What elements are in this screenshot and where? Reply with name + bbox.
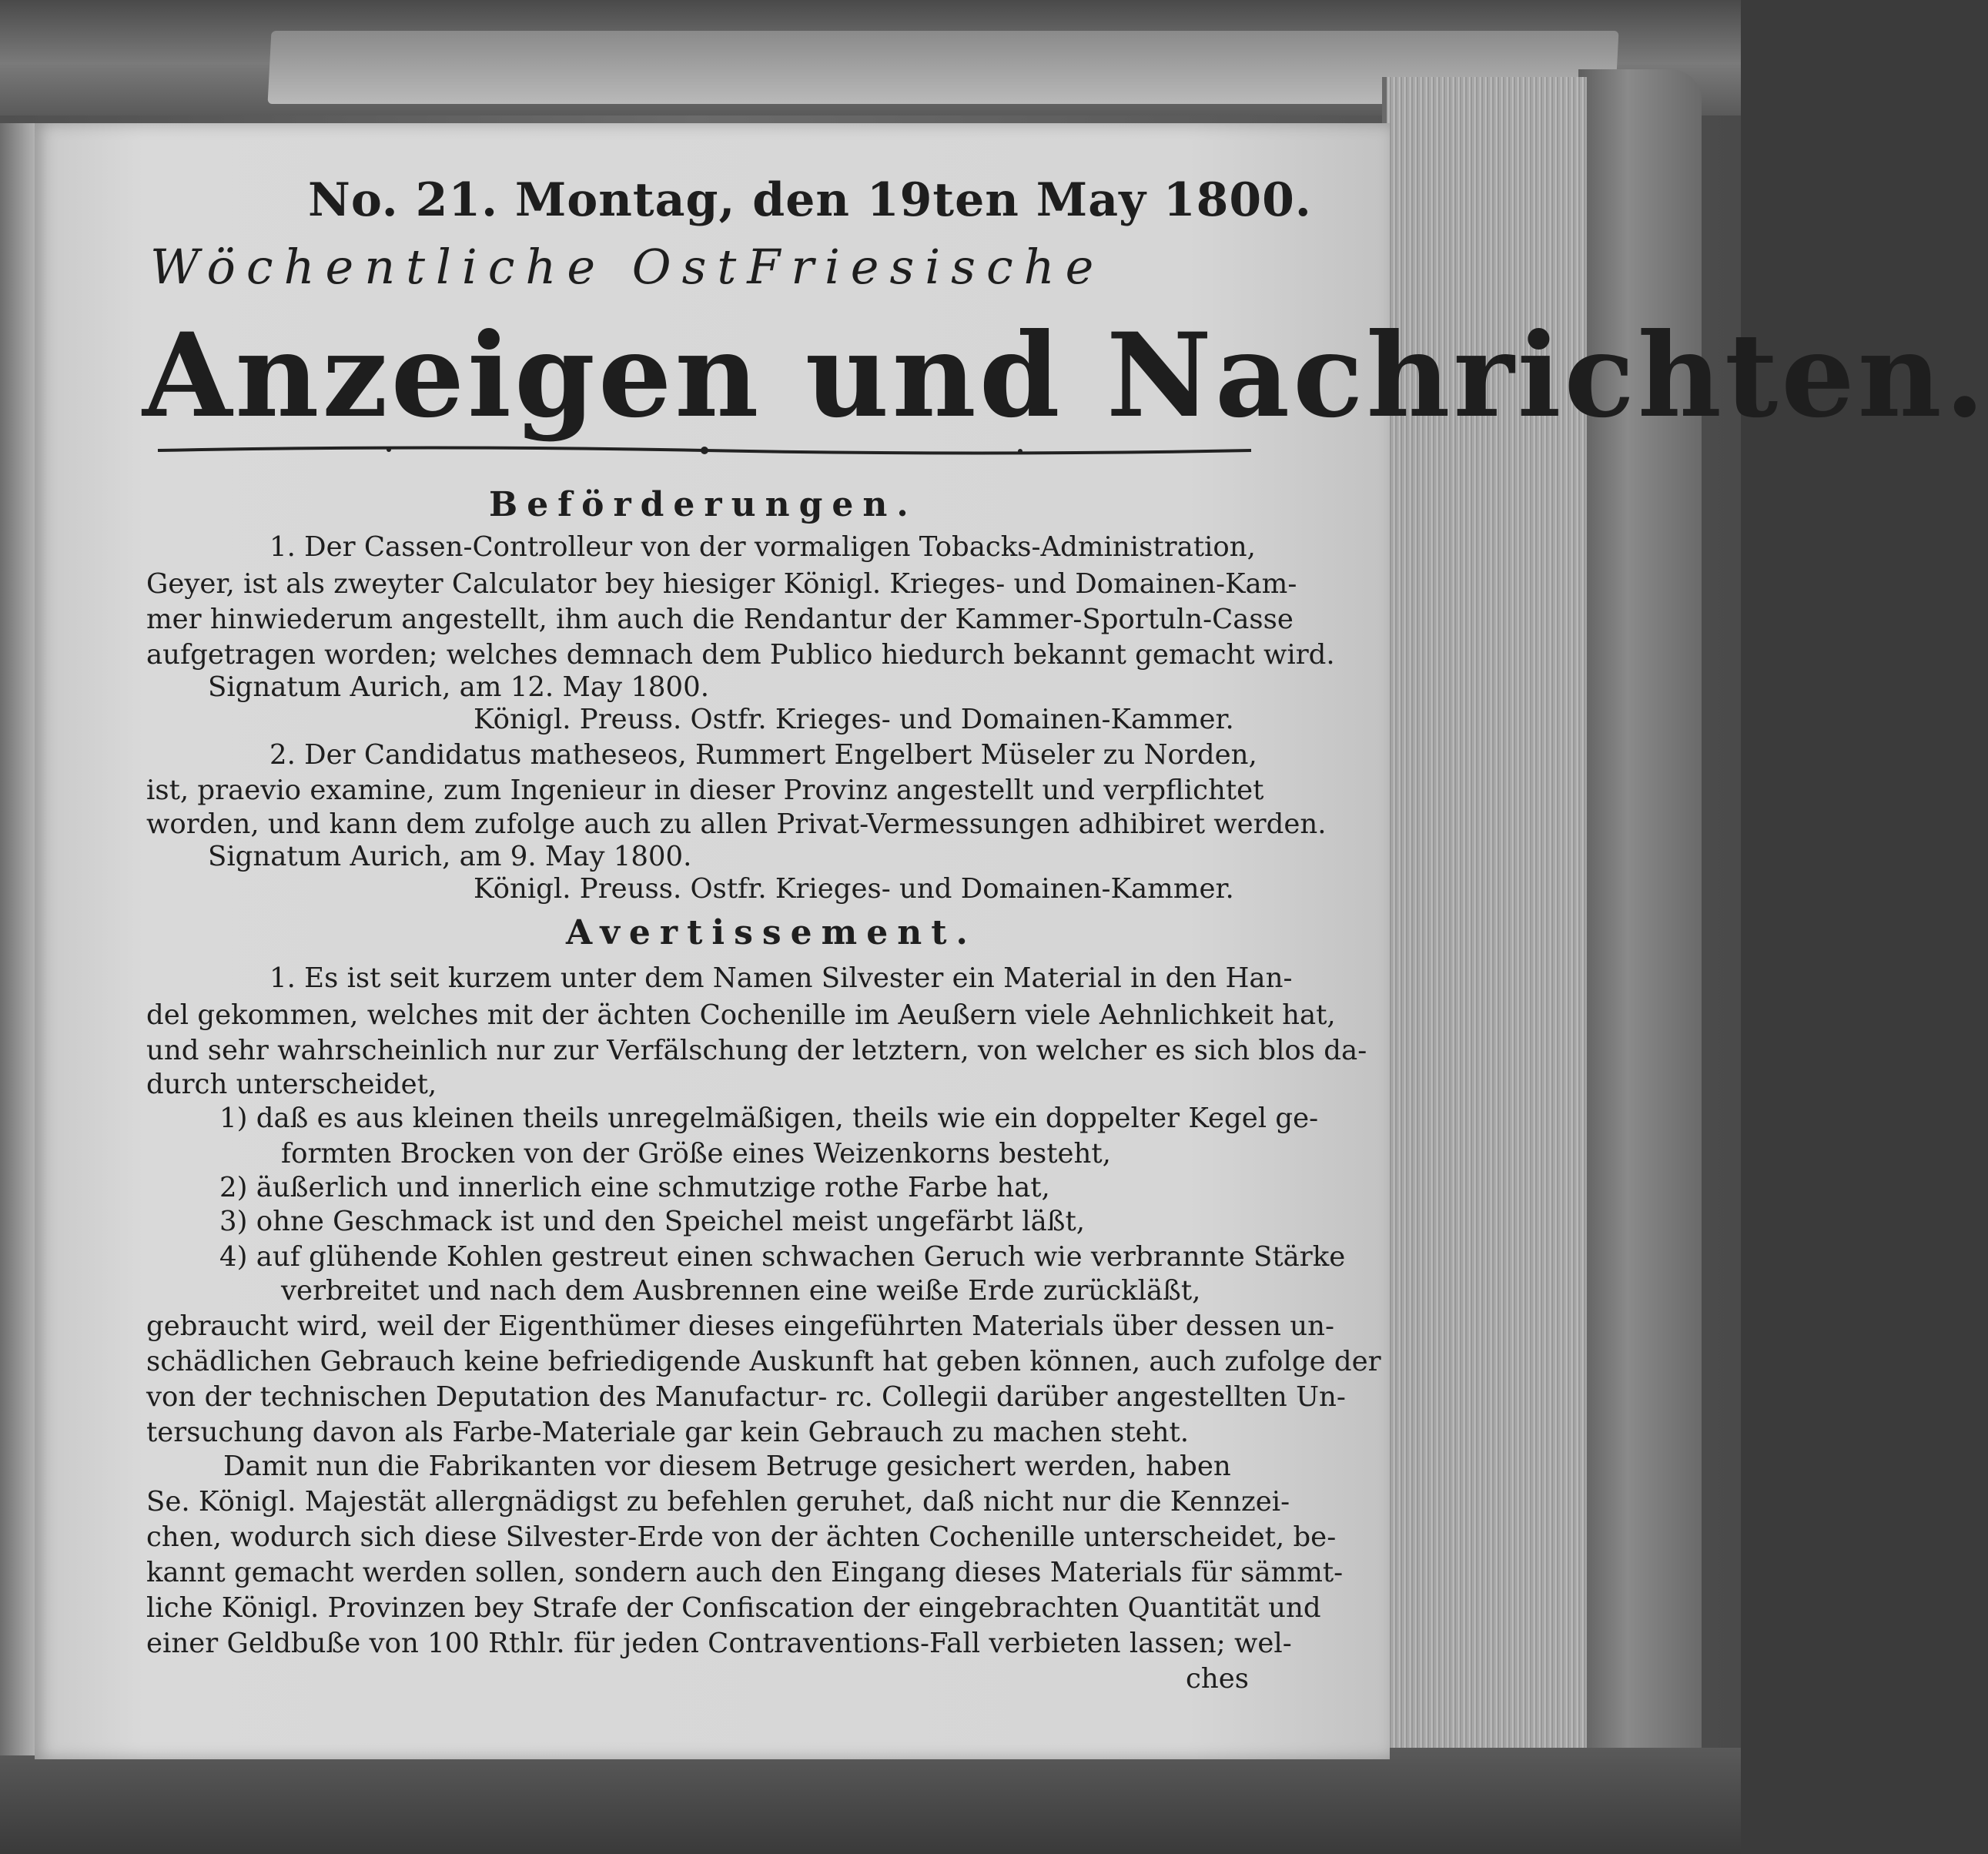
list-point: formten Brocken von der Größe eines Weizenkorns besteht, (281, 1138, 1111, 1170)
heading-avertissement: Avertissement. (566, 913, 977, 952)
text-line: durch unterscheidet, (146, 1069, 437, 1100)
text-line: 2. Der Candidatus matheseos, Rummert Engelbert Müseler zu Norden, (269, 739, 1257, 771)
text-line: schädlichen Gebrauch keine befriedigende Auskunft hat geben können, auch zufolge der (146, 1346, 1381, 1377)
text-line: Se. Königl. Majestät allergnädigst zu befehlen geruhet, daß nicht nur die Kennzei- (146, 1486, 1290, 1518)
text-line: Damit nun die Fabrikanten vor diesem Betruge gesichert werden, haben (223, 1451, 1231, 1482)
text-line: chen, wodurch sich diese Silvester-Erde von der ächten Cochenille unterscheidet, be- (146, 1521, 1337, 1553)
text-line: einer Geldbuße von 100 Rthlr. für jeden Contraventions-Fall verbieten lassen; wel- (146, 1628, 1292, 1659)
signature-authority: Königl. Preuss. Ostfr. Krieges- und Domainen-Kammer. (474, 873, 1234, 905)
text-line: 1. Der Cassen-Controlleur von der vormaligen Tobacks-Administration, (269, 531, 1256, 563)
masthead-title: Anzeigen und Nachrichten. (142, 308, 1988, 443)
heading-befoerderungen: Beförderungen. (489, 485, 918, 524)
ornamental-rule (158, 445, 1251, 456)
signature-date: Signatum Aurich, am 12. May 1800. (208, 671, 709, 703)
text-line: ist, praevio examine, zum Ingenieur in dieser Provinz angestellt und verpflichtet (146, 775, 1264, 806)
newspaper-page (35, 123, 1988, 1759)
list-point: 3) ohne Geschmack ist und den Speichel meist ungefärbt läßt, (219, 1206, 1086, 1237)
text-line: Geyer, ist als zweyter Calculator bey hiesiger Königl. Krieges- und Domainen-Kam- (146, 568, 1297, 600)
text-line: liche Königl. Provinzen bey Strafe der Confiscation der eingebrachten Quantität und (146, 1592, 1321, 1624)
text-line: gebraucht wird, weil der Eigenthümer dieses eingeführten Materials über dessen un- (146, 1310, 1334, 1342)
issue-line: No. 21. Montag, den 19ten May 1800. (308, 173, 1312, 227)
text-line: und sehr wahrscheinlich nur zur Verfälschung der letztern, von welcher es sich blos da- (146, 1035, 1367, 1066)
list-point: 2) äußerlich und innerlich eine schmutzige rothe Farbe hat, (219, 1172, 1050, 1203)
text-line: del gekommen, welches mit der ächten Cochenille im Aeußern viele Aehnlichkeit hat, (146, 999, 1336, 1031)
signature-date: Signatum Aurich, am 9. May 1800. (208, 841, 692, 872)
list-point: 4) auf glühende Kohlen gestreut einen schwachen Geruch wie verbrannte Stärke (219, 1241, 1346, 1273)
text-line: kannt gemacht werden sollen, sondern auch den Eingang dieses Materials für sämmt- (146, 1557, 1344, 1588)
catchword: ches (1186, 1663, 1249, 1695)
text-line: mer hinwiederum angestellt, ihm auch die Rendantur der Kammer-Sportuln-Casse (146, 604, 1294, 635)
text-line: worden, und kann dem zufolge auch zu allen Privat-Vermessungen adhibiret werden. (146, 808, 1327, 840)
list-point: 1) daß es aus kleinen theils unregelmäßigen, theils wie ein doppelter Kegel ge- (219, 1103, 1319, 1134)
signature-authority: Königl. Preuss. Ostfr. Krieges- und Domainen-Kammer. (474, 704, 1234, 735)
book-bottom (0, 1748, 1741, 1854)
text-line: 1. Es ist seit kurzem unter dem Namen Silvester ein Material in den Han- (269, 962, 1293, 994)
masthead-subtitle: Wöchentliche OstFriesische (150, 239, 1105, 295)
text-line: von der technischen Deputation des Manufactur- rc. Collegii darüber angestellten Un- (146, 1381, 1346, 1413)
text-line: aufgetragen worden; welches demnach dem Publico hiedurch bekannt gemacht wird. (146, 639, 1335, 671)
text-line: tersuchung davon als Farbe-Materiale gar kein Gebrauch zu machen steht. (146, 1417, 1190, 1448)
list-point: verbreitet und nach dem Ausbrennen eine weiße Erde zurückläßt, (281, 1275, 1201, 1307)
